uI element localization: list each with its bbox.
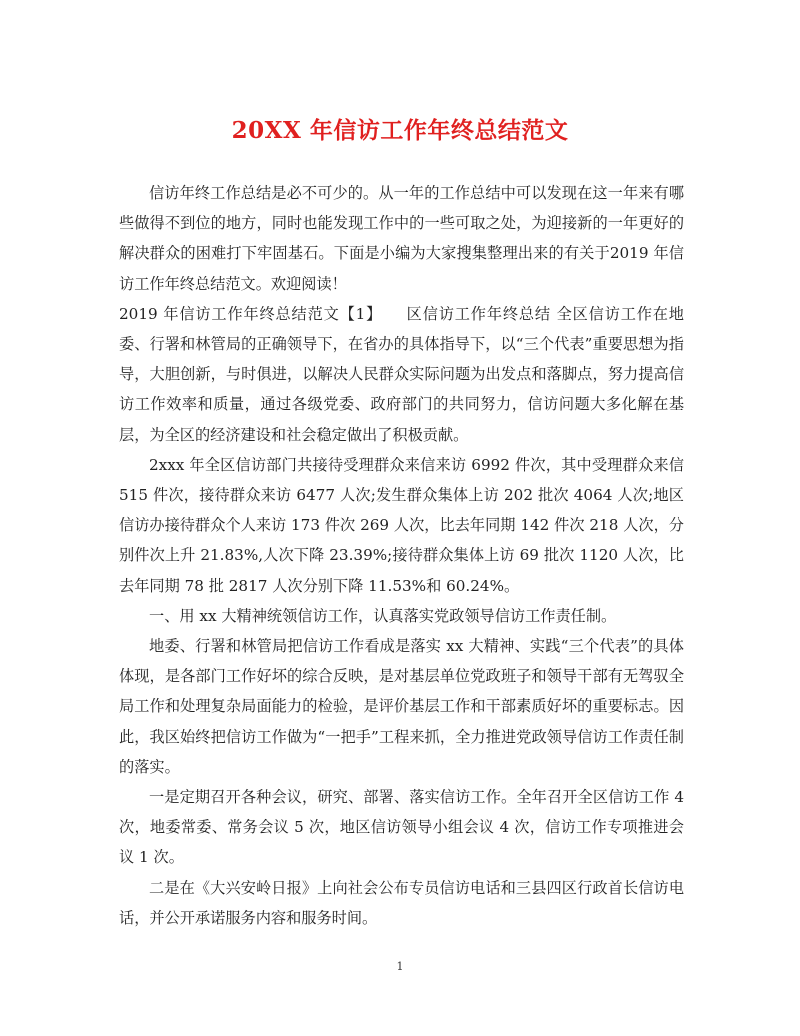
document-title: 20XX 年信访工作年终总结范文: [231, 117, 569, 144]
section-heading-one: 一、用 xx 大精神统领信访工作，认真落实党政领导信访工作责任制。: [149, 606, 617, 625]
paragraph-meetings: 一是定期召开各种会议，研究、部署、落实信访工作。全年召开全区信访工作 4 次，地委常委、常务会议 5 次，地区信访领导小组会议 4 次，信访工作专项推进会议 1 次。: [119, 788, 684, 867]
page-number: 1: [396, 960, 404, 973]
paragraph-intro: 信访年终工作总结是必不可少的。从一年的工作总结中可以发现在这一年来有哪些做得不到位的地方，同时也能发现工作中的一些可取之处，为迎接新的一年更好的解决群众的困难打下牢固基石。下面是小编为大家搜集整理出来的有关于2019 年信访工作年终总结范文。欢迎阅读！: [119, 184, 684, 293]
paragraph-summary-heading: 2019 年信访工作年终总结范文【1】 区信访工作年终总结 全区信访工作在地委、行署和林管局的正确领导下，在省办的具体指导下，以“三个代表”重要思想为指导，大胆创新，与时俱进，以解决人民群众实际问题为出发点和落脚点，努力提高信访工作效率和质量，通过各级党委、政府部门的共同努力，信访问题大多化解在基层，为全区的经济建设和社会稳定做出了积极贡献。: [119, 304, 684, 444]
paragraph-statistics: 2xxx 年全区信访部门共接待受理群众来信来访 6992 件次，其中受理群众来信 515 件次，接待群众来访 6477 人次;发生群众集体上访 202 批次 4064 人次;地区信访办接待群众个人来访 173 件次 269 人次，比去年同期 142 件次 218 人次，分别件次上升 21.83%,人次下降 23.39%;接待群众集体上访 69 批次 1120 人次，比去年同期 78 批 2817 人次分别下降 11.53%和 60.24%。: [119, 455, 684, 595]
paragraph-public-hotline: 二是在《大兴安岭日报》上向社会公布专员信访电话和三县四区行政首长信访电话，并公开承诺服务内容和服务时间。: [119, 878, 684, 927]
document-body: [119, 178, 684, 933]
paragraph-responsibility: 地委、行署和林管局把信访工作看成是落实 xx 大精神、实践“三个代表”的具体体现，是各部门工作好坏的综合反映，是对基层单位党政班子和领导干部有无驾驭全局工作和处理复杂局面能力的检验，是评价基层工作和干部素质好坏的重要标志。因此，我区始终把信访工作做为“一把手”工程来抓，全力推进党政领导信访工作责任制的落实。: [119, 637, 684, 776]
